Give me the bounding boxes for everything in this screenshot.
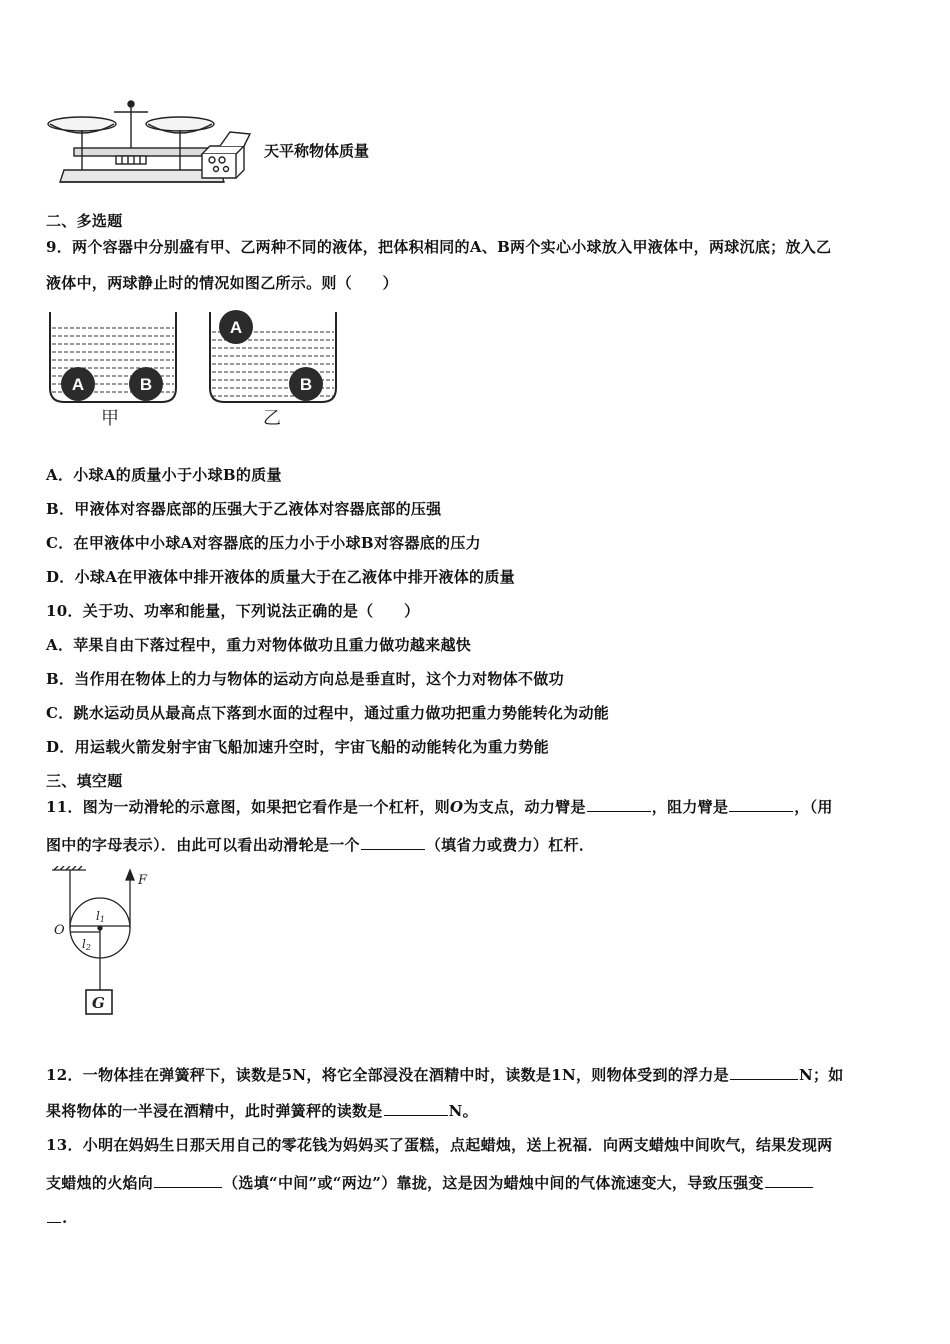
q11-fig-l2: l	[82, 937, 86, 951]
q11-blank-lever-type[interactable]	[361, 835, 425, 850]
q10-option-b: B．当作用在物体上的力与物体的运动方向总是垂直时，这个力对物体不做功	[46, 670, 564, 688]
q13-line3	[46, 1208, 68, 1227]
q9-label-b-left: B	[139, 375, 153, 394]
q9-option-c: C．在甲液体中小球A对容器底的压力小于小球B对容器底的压力	[46, 534, 481, 552]
q9-label-a-left: A	[71, 375, 85, 394]
q9-stem-line2: 液体中，两球静止时的情况如图乙所示。则（ ）	[46, 274, 398, 292]
q11-fig-l1: l	[96, 909, 100, 923]
q9-label-jia: 甲	[101, 408, 119, 429]
svg-text:l1	[96, 909, 105, 924]
q9-option-b: B．甲液体对容器底部的压强大于乙液体对容器底部的压强	[46, 500, 442, 518]
q13-line2	[46, 1172, 814, 1193]
q13-text-2: （选填“中间”或“两边”）靠拢，这是因为蜡烛中间的气体流速变大，导致压强变	[223, 1174, 764, 1192]
balance-scale-figure	[44, 98, 254, 190]
q11-o-letter: O	[449, 798, 464, 816]
q10-stem: 10．关于功、功率和能量，下列说法正确的是（ ）	[46, 602, 420, 620]
q12-text-2: N；如	[798, 1066, 844, 1084]
q9-option-a: A．小球A的质量小于小球B的质量	[46, 466, 282, 484]
balance-caption: 天平称物体质量	[264, 142, 370, 160]
q12-line1	[46, 1064, 844, 1085]
q9-stem-line1: 9．两个容器中分别盛有甲、乙两种不同的液体，把体积相同的A、B两个实心小球放入甲液体中，两球沉底；放入乙	[46, 238, 832, 256]
q11-fig-l1-sub: 1	[99, 915, 105, 924]
q12-text-3: 果将物体的一半浸在酒精中，此时弹簧秤的读数是	[46, 1102, 383, 1120]
q10-option-d: D．用运载火箭发射宇宙飞船加速升空时，宇宙飞船的动能转化为重力势能	[46, 738, 549, 756]
q11-fig-pivot: O	[54, 923, 65, 938]
q10-option-c: C．跳水运动员从最高点下落到水面的过程中，通过重力做功把重力势能转化为动能	[46, 704, 610, 722]
q11-text-5: 图中的字母表示）．由此可以看出动滑轮是一个	[46, 836, 360, 854]
q13-blank-pressure-part2[interactable]	[47, 1208, 61, 1223]
q11-text-4: ，（用	[794, 798, 833, 816]
q13-line1: 13．小明在妈妈生日那天用自己的零花钱为妈妈买了蛋糕，点起蜡烛，送上祝福．向两支蜡烛中间吹气，结果发现两	[46, 1136, 833, 1154]
q12-text-4: N。	[448, 1102, 478, 1120]
section-heading-multiple-choice: 二、多选题	[46, 212, 123, 230]
q11-blank-load-arm[interactable]	[729, 797, 793, 812]
q11-line2	[46, 834, 594, 855]
q11-pulley-figure	[46, 866, 166, 1022]
q12-text-1: 12．一物体挂在弹簧秤下，读数是5N，将它全部浸没在酒精中时，读数是1N，则物体受到的浮力是	[46, 1066, 729, 1084]
q9-containers-figure	[44, 308, 344, 430]
q13-text-3: .	[62, 1209, 68, 1227]
q11-text-2: 为支点，动力臂是	[463, 798, 586, 816]
q9-option-d: D．小球A在甲液体中排开液体的质量大于在乙液体中排开液体的质量	[46, 568, 515, 586]
q13-blank-direction[interactable]	[154, 1173, 222, 1188]
q9-label-yi: 乙	[263, 408, 281, 429]
q12-blank-reading[interactable]	[384, 1101, 448, 1116]
q11-blank-effort-arm[interactable]	[587, 797, 651, 812]
q9-label-b-right: B	[299, 375, 313, 394]
q11-fig-l2-sub: 2	[85, 943, 91, 952]
q11-text-3: ，阻力臂是	[651, 798, 729, 816]
q12-line2	[46, 1100, 478, 1121]
q12-blank-buoyancy[interactable]	[730, 1065, 798, 1080]
q11-fig-weight: G	[92, 994, 105, 1012]
q11-text-6: （填省力或费力）杠杆．	[425, 836, 595, 854]
q11-line1	[46, 796, 833, 817]
q13-text-1: 支蜡烛的火焰向	[46, 1174, 154, 1192]
q11-text-1: 11．图为一动滑轮的示意图，如果把它看作是一个杠杆，则	[46, 798, 450, 816]
q11-fig-force: F	[138, 873, 148, 888]
q13-blank-pressure-part1[interactable]	[765, 1173, 813, 1188]
q9-label-a-right: A	[229, 318, 243, 337]
section-heading-fill-in: 三、填空题	[46, 772, 123, 790]
q10-option-a: A．苹果自由下落过程中，重力对物体做功且重力做功越来越快	[46, 636, 472, 654]
svg-text:l2	[82, 937, 91, 952]
